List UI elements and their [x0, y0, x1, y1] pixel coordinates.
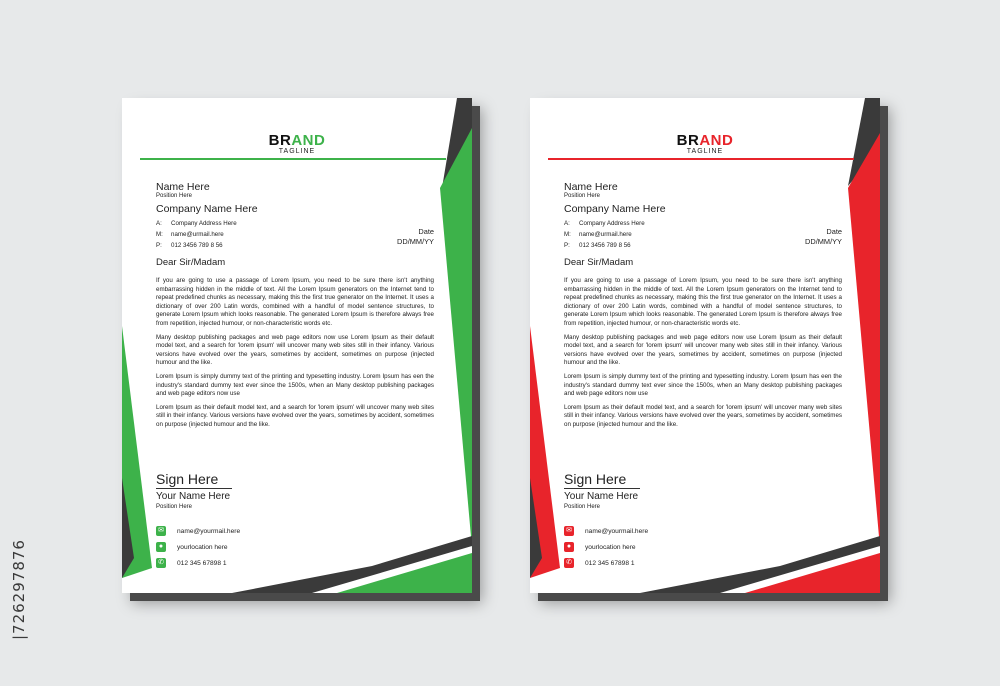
company-mail: name@urmail.here: [579, 231, 632, 238]
contact-list: [564, 523, 648, 571]
signer-position: Position Here: [156, 504, 193, 510]
location-icon: ●: [156, 542, 166, 552]
letterhead-green: [122, 98, 472, 593]
salutation: Dear Sir/Madam: [156, 257, 226, 268]
paragraph-2: Many desktop publishing packages and web page editors now use Lorem Ipsum as their default model text, and a search for 'lorem ipsum' will uncover many web sites still in their infancy. Various versions have evolved over the years, sometimes by accident, sometimes on purpose (injected humour and the like.: [156, 333, 434, 367]
sender-position: Position Here: [156, 193, 193, 199]
contact-phone: 012 345 67898 1: [585, 559, 635, 567]
date-block: Date DD/MM/YY: [397, 227, 434, 246]
company-name: Company Name Here: [156, 203, 258, 215]
signature-line: [564, 488, 640, 489]
company-address: Company Address Here: [171, 220, 237, 227]
signature-line: [156, 488, 232, 489]
date-block: Date DD/MM/YY: [805, 227, 842, 246]
email-icon: ✉: [564, 526, 574, 536]
letter-body: [156, 277, 434, 435]
company-details: A: Company Address Here M: name@urmail.here P: 012 3456 789 8 56: [564, 220, 645, 249]
company-address: Company Address Here: [579, 220, 645, 227]
company-mail: name@urmail.here: [171, 231, 224, 238]
company-name: Company Name Here: [564, 203, 666, 215]
company-phone: 012 3456 789 8 56: [171, 242, 223, 249]
sender-position: Position Here: [564, 193, 601, 199]
brand-logo: BRAND: [676, 132, 734, 149]
company-phone: 012 3456 789 8 56: [579, 242, 631, 249]
brand-tagline: TAGLINE: [278, 148, 316, 155]
signer-name: Your Name Here: [564, 491, 639, 502]
header-divider: [548, 158, 854, 160]
contact-location: yourlocation here: [177, 543, 228, 551]
signer-name: Your Name Here: [156, 491, 231, 502]
phone-icon: ✆: [156, 558, 166, 568]
right-red-band: [848, 133, 880, 548]
brand-logo: BRAND: [268, 132, 326, 149]
header-divider: [140, 158, 446, 160]
brand-tagline: TAGLINE: [686, 148, 724, 155]
stock-id-label: |726297876: [10, 539, 28, 640]
contact-email: name@yourmail.here: [177, 527, 241, 535]
paragraph-1: If you are going to use a passage of Lorem Ipsum, you need to be sure there isn't anything embarrassing hidden in the middle of text. All the Lorem Ipsum generators on the Internet tend to repeat predefined chunks as necessary, making this the first true generator on the Internet. It uses a dictionary of over 200 Latin words, combined with a handful of model sentence structures, to generate Lorem Ipsum which looks reasonable. The generated Lorem Ipsum is therefore always free from repetition, injected humour, or non-characteristic words etc.: [564, 277, 842, 327]
salutation: Dear Sir/Madam: [564, 257, 634, 268]
paragraph-4: Lorem Ipsum as their default model text, and a search for 'lorem ipsum' will uncover many web sites still in their infancy. Various versions have evolved over the years, sometimes by accident, sometimes on purpose (injected humour and the like.: [156, 403, 434, 428]
sender-name: Name Here: [156, 181, 210, 193]
paragraph-1: If you are going to use a passage of Lorem Ipsum, you need to be sure there isn't anything embarrassing hidden in the middle of text. All the Lorem Ipsum generators on the Internet tend to repeat predefined chunks as necessary, making this the first true generator on the Internet. It uses a dictionary of over 200 Latin words, combined with a handful of model sentence structures, to generate Lorem Ipsum which looks reasonable. The generated Lorem Ipsum is therefore always free from repetition, injected humour, or non-characteristic words etc.: [156, 277, 434, 327]
signature: Sign Here: [564, 471, 627, 487]
contact-phone: 012 345 67898 1: [177, 559, 227, 567]
company-details: A: Company Address Here M: name@urmail.here P: 012 3456 789 8 56: [156, 220, 237, 249]
email-icon: ✉: [156, 526, 166, 536]
paragraph-2: Many desktop publishing packages and web page editors now use Lorem Ipsum as their default model text, and a search for 'lorem ipsum' will uncover many web sites still in their infancy. Various versions have evolved over the years, sometimes by accident, sometimes on purpose (injected humour and the like.: [564, 333, 842, 367]
paragraph-3: Lorem Ipsum is simply dummy text of the printing and typesetting industry. Lorem Ipsum has een the industry's standard dummy text ever since the 1500s, when an Many desktop publishing packages and web page editors now use: [156, 372, 434, 398]
phone-icon: ✆: [564, 558, 574, 568]
letter-body: [564, 277, 842, 435]
paragraph-4: Lorem Ipsum as their default model text, and a search for 'lorem ipsum' will uncover many web sites still in their infancy. Various versions have evolved over the years, sometimes by accident, sometimes on purpose (injected humour and the like.: [564, 403, 842, 428]
signature: Sign Here: [156, 471, 219, 487]
right-green-band: [440, 128, 472, 548]
letterhead-red: [530, 98, 880, 593]
contact-location: yourlocation here: [585, 543, 636, 551]
paragraph-3: Lorem Ipsum is simply dummy text of the printing and typesetting industry. Lorem Ipsum has een the industry's standard dummy text ever since the 1500s, when an Many desktop publishing packages and web page editors now use: [564, 372, 842, 398]
contact-list: [156, 523, 240, 571]
sender-name: Name Here: [564, 181, 618, 193]
location-icon: ●: [564, 542, 574, 552]
contact-email: name@yourmail.here: [585, 527, 649, 535]
signer-position: Position Here: [564, 504, 601, 510]
